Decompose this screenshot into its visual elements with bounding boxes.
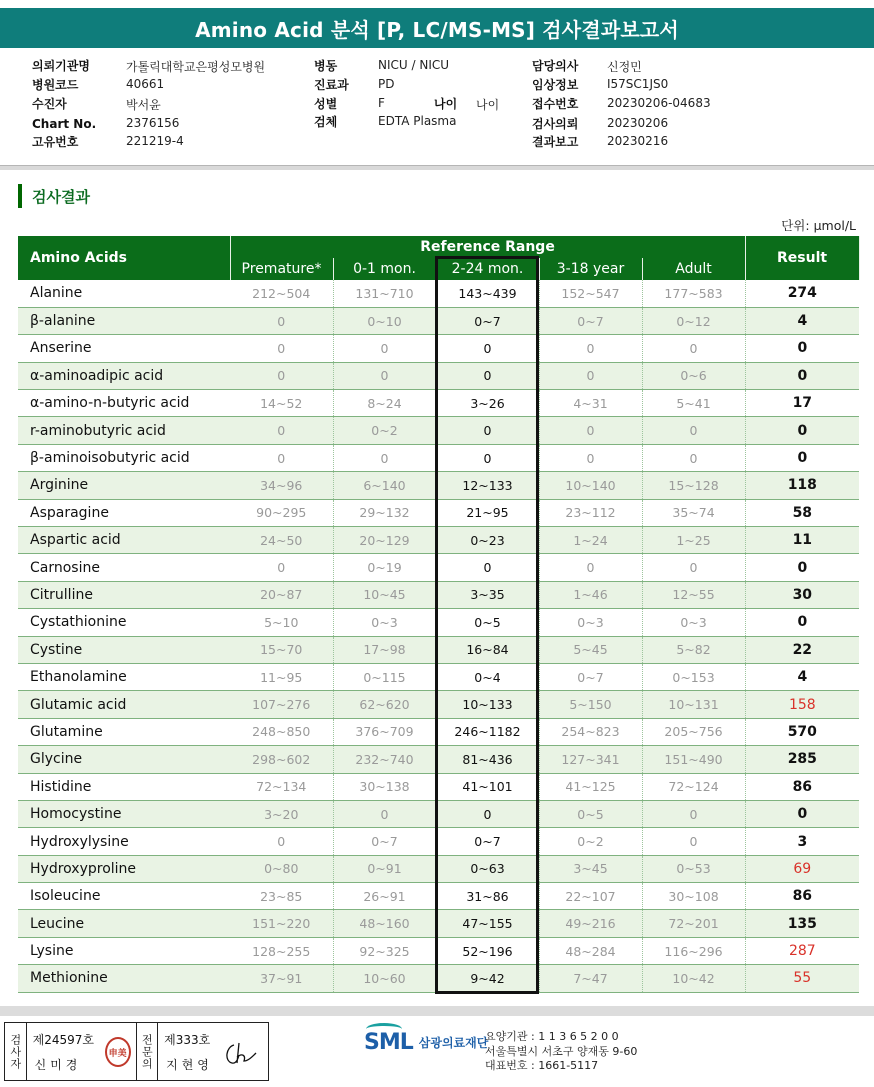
org-line: 서울특별시 서초구 양재동 9-60 (485, 1044, 638, 1058)
reference-range-cell: 35~74 (642, 499, 745, 526)
reference-range-cell: 3~26 (436, 390, 539, 417)
reference-range-cell: 3~20 (230, 800, 333, 827)
amino-acid-name: Carnosine (18, 554, 230, 581)
info-row (434, 94, 457, 113)
info-row (532, 132, 578, 151)
reference-range-cell: 22~107 (539, 883, 642, 910)
report-title: Amino Acid 분석 [P, LC/MS-MS] 검사결과보고서 (0, 8, 874, 48)
reference-range-cell: 246~1182 (436, 718, 539, 745)
table-row (18, 965, 859, 992)
result-value: 287 (745, 937, 859, 964)
info-row (532, 75, 578, 94)
reference-range-cell: 3~45 (539, 855, 642, 882)
examiner-vertical-text: 검사자 (8, 1033, 22, 1070)
table-row (18, 417, 859, 444)
reference-range-cell: 41~101 (436, 773, 539, 800)
info-label: 검사의뢰 (532, 117, 579, 131)
header-premature: Premature* (230, 258, 333, 280)
logo-mark-text: SML (364, 1030, 413, 1055)
info-label: Chart No. (32, 116, 97, 131)
divider (0, 1006, 874, 1016)
info-row (314, 94, 337, 113)
amino-acid-name: Alanine (18, 280, 230, 307)
info-label: 검체 (314, 115, 338, 129)
reference-range-cell: 0~10 (333, 307, 436, 334)
table-row (18, 910, 859, 937)
reference-range-cell: 0~7 (333, 828, 436, 855)
info-value: PD (378, 77, 395, 91)
table-row (18, 444, 859, 471)
info-value: I57SC1JS0 (607, 77, 669, 91)
info-value: 나이 (476, 98, 500, 112)
reference-range-cell: 205~756 (642, 718, 745, 745)
reference-range-cell: 0~153 (642, 663, 745, 690)
header-reference-range: Reference Range (230, 236, 745, 258)
reference-range-cell: 152~547 (539, 280, 642, 307)
reference-range-cell: 0 (642, 800, 745, 827)
reference-range-cell: 0 (436, 444, 539, 471)
info-label: 임상정보 (532, 78, 579, 92)
result-value: 0 (745, 362, 859, 389)
result-value: 58 (745, 499, 859, 526)
footer (0, 1018, 874, 1087)
reference-range-cell: 212~504 (230, 280, 333, 307)
reference-range-cell: 0 (230, 828, 333, 855)
reference-range-cell: 0 (539, 444, 642, 471)
reference-range-cell: 62~620 (333, 691, 436, 718)
table-row (18, 800, 859, 827)
reference-range-cell: 1~46 (539, 581, 642, 608)
header-amino-acids: Amino Acids (18, 236, 230, 280)
result-value: 274 (745, 280, 859, 307)
reference-range-cell: 0~80 (230, 855, 333, 882)
specialist-name: 지현영 (166, 1058, 213, 1072)
info-row (532, 56, 578, 75)
table-row (18, 883, 859, 910)
result-value: 0 (745, 554, 859, 581)
amino-acid-name: r-aminobutyric acid (18, 417, 230, 444)
reference-range-cell: 0 (230, 444, 333, 471)
reference-range-cell: 10~140 (539, 472, 642, 499)
table-row (18, 280, 859, 307)
result-value: 69 (745, 855, 859, 882)
reference-range-cell: 5~41 (642, 390, 745, 417)
amino-acid-name: Ethanolamine (18, 663, 230, 690)
reference-range-cell: 298~602 (230, 746, 333, 773)
info-value: EDTA Plasma (378, 114, 457, 128)
reference-range-cell: 1~24 (539, 527, 642, 554)
info-value: NICU / NICU (378, 58, 450, 72)
reference-range-cell: 177~583 (642, 280, 745, 307)
table-row (18, 691, 859, 718)
result-value: 4 (745, 663, 859, 690)
reference-range-cell: 0 (436, 335, 539, 362)
reference-range-cell: 3~35 (436, 581, 539, 608)
result-value: 285 (745, 746, 859, 773)
reference-range-cell: 0 (230, 307, 333, 334)
info-label: 병원코드 (32, 78, 79, 92)
result-value: 11 (745, 527, 859, 554)
reference-range-cell: 0~2 (539, 828, 642, 855)
header-2-24-mon: 2-24 mon. (436, 258, 539, 280)
sml-logo (364, 1030, 488, 1055)
org-line: 요양기관 : 1 1 3 6 5 2 0 0 (485, 1030, 619, 1043)
reference-range-cell: 29~132 (333, 499, 436, 526)
result-value: 17 (745, 390, 859, 417)
reference-range-cell: 0 (539, 362, 642, 389)
reference-range-cell: 48~284 (539, 937, 642, 964)
amino-acid-name: Cystathionine (18, 609, 230, 636)
result-value: 55 (745, 965, 859, 992)
reference-range-cell: 0 (230, 362, 333, 389)
reference-range-cell: 0 (642, 828, 745, 855)
seal-stamp: 申美 (105, 1037, 131, 1067)
amino-acid-name: Aspartic acid (18, 527, 230, 554)
reference-range-cell: 107~276 (230, 691, 333, 718)
examiner-block (27, 1023, 137, 1080)
info-value: 20230206-04683 (607, 96, 711, 110)
reference-range-cell: 232~740 (333, 746, 436, 773)
info-value: 20230206 (607, 116, 669, 130)
reference-range-cell: 20~129 (333, 527, 436, 554)
reference-range-cell: 8~24 (333, 390, 436, 417)
result-value: 135 (745, 910, 859, 937)
result-value: 3 (745, 828, 859, 855)
reference-range-cell: 0~12 (642, 307, 745, 334)
reference-range-cell: 0~2 (333, 417, 436, 444)
organization-info (485, 1030, 637, 1074)
info-label: 담당의사 (532, 59, 579, 73)
reference-range-cell: 0~91 (333, 855, 436, 882)
specialist-vertical-label (137, 1023, 159, 1080)
table-row (18, 527, 859, 554)
reference-range-cell: 5~82 (642, 636, 745, 663)
info-label: 고유번호 (32, 135, 79, 149)
info-value: 2376156 (126, 116, 180, 130)
info-label: 수진자 (32, 97, 67, 111)
reference-range-cell: 17~98 (333, 636, 436, 663)
reference-range-cell: 131~710 (333, 280, 436, 307)
reference-range-cell: 1~25 (642, 527, 745, 554)
amino-acid-name: Hydroxyproline (18, 855, 230, 882)
specialist-vertical-text: 전문의 (140, 1033, 154, 1070)
logo-arc-icon (366, 1023, 402, 1035)
reference-range-cell: 81~436 (436, 746, 539, 773)
info-label: 의뢰기관명 (32, 59, 90, 73)
reference-range-cell: 92~325 (333, 937, 436, 964)
reference-range-cell: 5~45 (539, 636, 642, 663)
reference-range-cell: 10~133 (436, 691, 539, 718)
reference-range-cell: 52~196 (436, 937, 539, 964)
info-value: 신정민 (607, 60, 642, 74)
table-row (18, 362, 859, 389)
reference-range-cell: 0~3 (539, 609, 642, 636)
table-row (18, 855, 859, 882)
table-row (18, 307, 859, 334)
results-table (18, 236, 860, 993)
info-row (532, 94, 578, 113)
result-value: 30 (745, 581, 859, 608)
amino-acid-name: Leucine (18, 910, 230, 937)
logo-mark (364, 1030, 413, 1055)
reference-range-cell: 151~490 (642, 746, 745, 773)
info-value: 40661 (126, 77, 165, 91)
info-row (32, 132, 78, 151)
patient-info (0, 54, 874, 166)
reference-range-cell: 0 (436, 800, 539, 827)
table-row (18, 773, 859, 800)
logo-name: 삼광의료재단 (418, 1036, 489, 1050)
info-value: 박서윤 (126, 98, 161, 112)
table-row (18, 828, 859, 855)
results-body (18, 280, 859, 992)
reference-range-cell: 0~5 (539, 800, 642, 827)
reference-range-cell: 23~112 (539, 499, 642, 526)
amino-acid-name: Arginine (18, 472, 230, 499)
reference-range-cell: 4~31 (539, 390, 642, 417)
result-value: 0 (745, 800, 859, 827)
amino-acid-name: Citrulline (18, 581, 230, 608)
reference-range-cell: 5~150 (539, 691, 642, 718)
amino-acid-name: Histidine (18, 773, 230, 800)
org-line: 대표번호 : 1661-5117 (485, 1059, 599, 1072)
info-value: 221219-4 (126, 134, 184, 148)
reference-range-cell: 48~160 (333, 910, 436, 937)
reference-range-cell: 72~124 (642, 773, 745, 800)
table-row (18, 636, 859, 663)
reference-range-cell: 0~6 (642, 362, 745, 389)
info-label: 병동 (314, 59, 338, 73)
reference-range-cell: 24~50 (230, 527, 333, 554)
result-value: 86 (745, 773, 859, 800)
header-0-1-mon: 0-1 mon. (333, 258, 436, 280)
reference-range-cell: 26~91 (333, 883, 436, 910)
reference-range-cell: 0 (436, 417, 539, 444)
result-value: 570 (745, 718, 859, 745)
reference-range-cell: 0 (436, 554, 539, 581)
info-value: 20230216 (607, 134, 669, 148)
info-label: 나이 (434, 97, 458, 111)
reference-range-cell: 0 (230, 335, 333, 362)
reference-range-cell: 30~108 (642, 883, 745, 910)
reference-range-cell: 20~87 (230, 581, 333, 608)
reference-range-cell: 0~115 (333, 663, 436, 690)
reference-range-cell: 10~42 (642, 965, 745, 992)
amino-acid-name: Hydroxylysine (18, 828, 230, 855)
reference-range-cell: 0~7 (436, 828, 539, 855)
specialist-id: 제333호 (164, 1033, 211, 1047)
table-row (18, 609, 859, 636)
info-label: 진료과 (314, 78, 349, 92)
amino-acid-name: Isoleucine (18, 883, 230, 910)
reference-range-cell: 0~3 (333, 609, 436, 636)
reference-range-cell: 0~23 (436, 527, 539, 554)
table-row (18, 581, 859, 608)
reference-range-cell: 0~53 (642, 855, 745, 882)
info-row (32, 56, 90, 75)
info-row (32, 75, 78, 94)
info-row (314, 56, 337, 75)
reference-range-cell: 116~296 (642, 937, 745, 964)
reference-range-cell: 0 (436, 362, 539, 389)
reference-range-cell: 49~216 (539, 910, 642, 937)
reference-range-cell: 0 (333, 444, 436, 471)
header-adult: Adult (642, 258, 745, 280)
reference-range-cell: 14~52 (230, 390, 333, 417)
section-title: 검사결과 (18, 184, 90, 208)
reference-range-cell: 0 (539, 554, 642, 581)
info-row (314, 75, 349, 94)
reference-range-cell: 11~95 (230, 663, 333, 690)
table-row (18, 390, 859, 417)
reference-range-cell: 376~709 (333, 718, 436, 745)
amino-acid-name: α-aminoadipic acid (18, 362, 230, 389)
reference-range-cell: 12~133 (436, 472, 539, 499)
table-row (18, 937, 859, 964)
reference-range-cell: 9~42 (436, 965, 539, 992)
amino-acid-name: α-amino-n-butyric acid (18, 390, 230, 417)
result-value: 158 (745, 691, 859, 718)
info-value: F (378, 96, 385, 110)
reference-range-cell: 0 (642, 554, 745, 581)
result-value: 0 (745, 609, 859, 636)
amino-acid-name: β-alanine (18, 307, 230, 334)
reference-range-cell: 30~138 (333, 773, 436, 800)
amino-acid-name: Lysine (18, 937, 230, 964)
table-row (18, 472, 859, 499)
divider (0, 166, 874, 170)
specialist-block (158, 1023, 268, 1080)
amino-acid-name: Asparagine (18, 499, 230, 526)
table-row (18, 746, 859, 773)
reference-range-cell: 0 (642, 335, 745, 362)
info-label: 접수번호 (532, 97, 579, 111)
unit-label: 단위: µmol/L (781, 218, 856, 233)
info-label: 결과보고 (532, 135, 579, 149)
reference-range-cell: 254~823 (539, 718, 642, 745)
examiner-id: 제24597호 (32, 1033, 94, 1047)
reference-range-cell: 90~295 (230, 499, 333, 526)
result-value: 0 (745, 444, 859, 471)
result-value: 22 (745, 636, 859, 663)
reference-range-cell: 6~140 (333, 472, 436, 499)
reference-range-cell: 0~63 (436, 855, 539, 882)
info-row (532, 114, 578, 133)
amino-acid-name: Methionine (18, 965, 230, 992)
reference-range-cell: 248~850 (230, 718, 333, 745)
reference-range-cell: 47~155 (436, 910, 539, 937)
reference-range-cell: 128~255 (230, 937, 333, 964)
reference-range-cell: 0 (539, 335, 642, 362)
result-value: 118 (745, 472, 859, 499)
reference-range-cell: 0 (539, 417, 642, 444)
examiner-vertical-label (5, 1023, 27, 1080)
reference-range-cell: 7~47 (539, 965, 642, 992)
reference-range-cell: 0~7 (436, 307, 539, 334)
reference-range-cell: 0 (642, 417, 745, 444)
table-row (18, 499, 859, 526)
amino-acid-name: Glutamic acid (18, 691, 230, 718)
amino-acid-name: β-aminoisobutyric acid (18, 444, 230, 471)
examiner-name: 신미경 (34, 1058, 82, 1072)
reference-range-cell: 127~341 (539, 746, 642, 773)
reference-range-cell: 0~5 (436, 609, 539, 636)
reference-range-cell: 0~4 (436, 663, 539, 690)
signature-icon (222, 1039, 258, 1067)
reference-range-cell: 0 (333, 362, 436, 389)
info-row (32, 94, 67, 113)
amino-acid-name: Glycine (18, 746, 230, 773)
reference-range-cell: 151~220 (230, 910, 333, 937)
reference-range-cell: 72~134 (230, 773, 333, 800)
reference-range-cell: 12~55 (642, 581, 745, 608)
amino-acid-name: Cystine (18, 636, 230, 663)
table-row (18, 335, 859, 362)
reference-range-cell: 41~125 (539, 773, 642, 800)
amino-acid-name: Glutamine (18, 718, 230, 745)
reference-range-cell: 37~91 (230, 965, 333, 992)
reference-range-cell: 31~86 (436, 883, 539, 910)
reference-range-cell: 21~95 (436, 499, 539, 526)
info-label: 성별 (314, 97, 338, 111)
reference-range-cell: 0 (333, 335, 436, 362)
reference-range-cell: 15~128 (642, 472, 745, 499)
reference-range-cell: 0 (230, 417, 333, 444)
table-row (18, 663, 859, 690)
header-result: Result (745, 236, 859, 280)
table-row (18, 554, 859, 581)
reference-range-cell: 143~439 (436, 280, 539, 307)
reference-range-cell: 0 (333, 800, 436, 827)
reference-range-cell: 0~7 (539, 307, 642, 334)
reference-range-cell: 15~70 (230, 636, 333, 663)
reference-range-cell: 10~60 (333, 965, 436, 992)
result-value: 0 (745, 417, 859, 444)
result-value: 0 (745, 335, 859, 362)
info-row (32, 114, 96, 133)
header-3-18-year: 3-18 year (539, 258, 642, 280)
signature-box (4, 1022, 269, 1081)
reference-range-cell: 16~84 (436, 636, 539, 663)
reference-range-cell: 72~201 (642, 910, 745, 937)
reference-range-cell: 0~3 (642, 609, 745, 636)
reference-range-cell: 0 (230, 554, 333, 581)
table-row (18, 718, 859, 745)
reference-range-cell: 10~131 (642, 691, 745, 718)
reference-range-cell: 0~19 (333, 554, 436, 581)
amino-acid-name: Anserine (18, 335, 230, 362)
info-value: 가톨릭대학교은평성모병원 (126, 60, 266, 74)
amino-acid-name: Homocystine (18, 800, 230, 827)
reference-range-cell: 34~96 (230, 472, 333, 499)
reference-range-cell: 0 (642, 444, 745, 471)
result-value: 4 (745, 307, 859, 334)
info-row (314, 112, 337, 131)
reference-range-cell: 23~85 (230, 883, 333, 910)
reference-range-cell: 0~7 (539, 663, 642, 690)
reference-range-cell: 10~45 (333, 581, 436, 608)
reference-range-cell: 5~10 (230, 609, 333, 636)
result-value: 86 (745, 883, 859, 910)
